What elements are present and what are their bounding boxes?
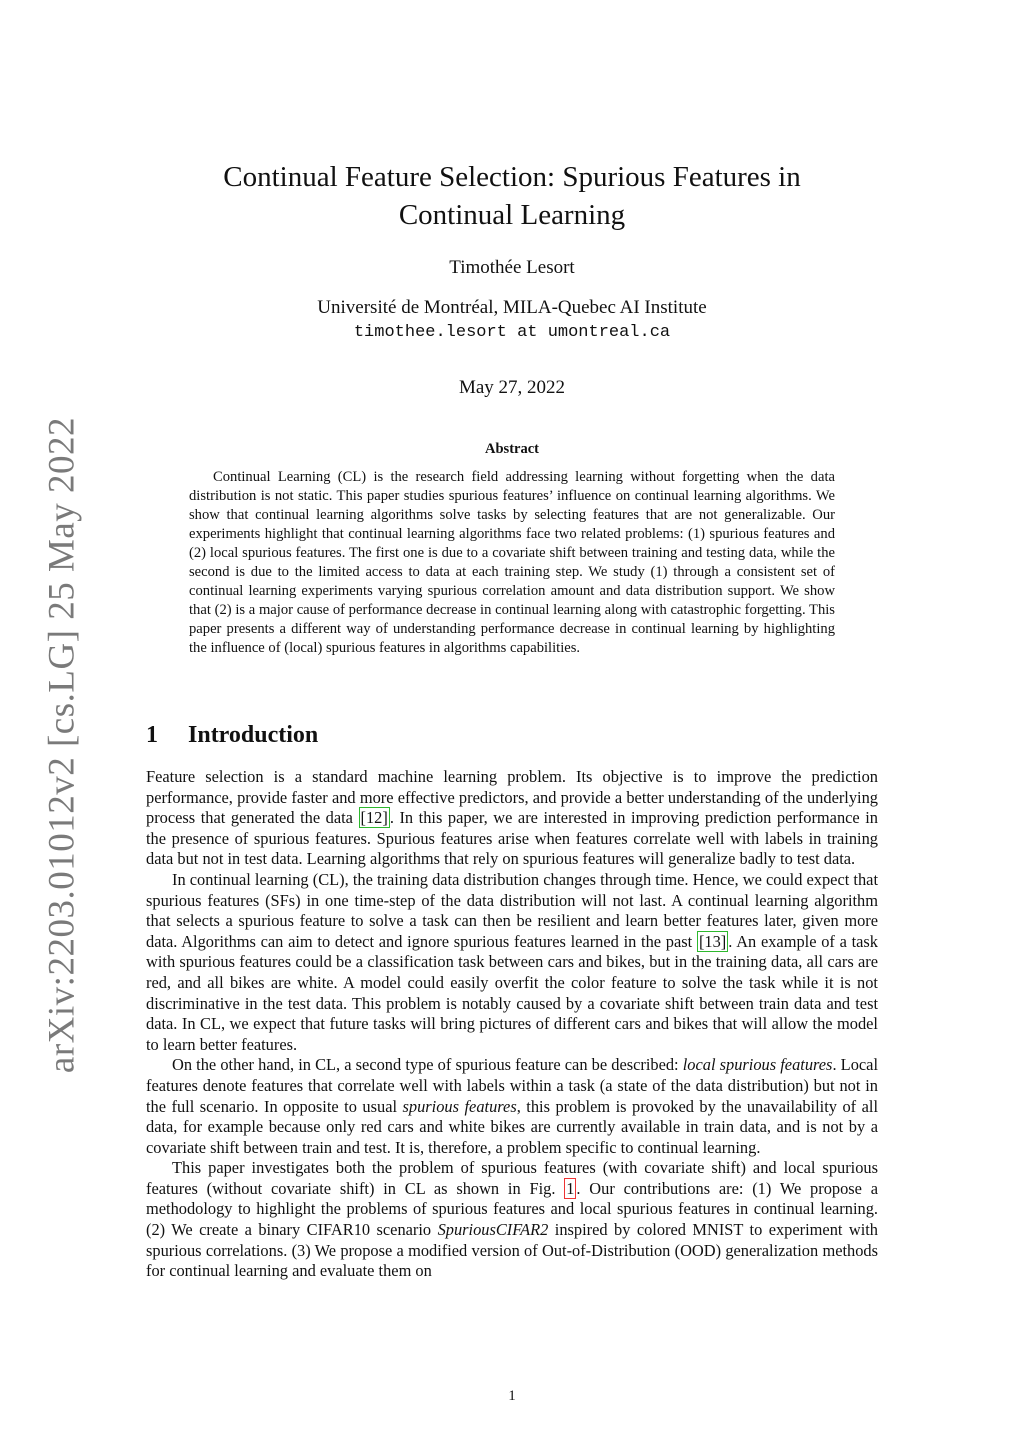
- paragraph-4-text-a: This paper investigates both the problem of spurious features (with covariate shift) and local spurious features (without covariate shift) in CL as shown in Fig.: [146, 1158, 878, 1198]
- page-number: 1: [508, 1388, 516, 1404]
- author-email: timothee.lesort at umontreal.ca: [353, 323, 671, 342]
- paragraph-1-text-a: Feature selection is a standard machine learning problem. Its objective is to improve the prediction performance, provide faster and more effective predictors, and provide a better understanding of the underlying process that generated the data: [146, 767, 878, 828]
- introduction-body: [146, 767, 878, 1282]
- arxiv-identifier: arXiv:2203.01012v2 [cs.LG] 25 May 2022: [41, 416, 83, 1074]
- scenario-name: SpuriousCIFAR2: [437, 1220, 549, 1240]
- paragraph-4-text-b: . Our contributions are: (1) We propose a methodology to highlight the problems of spurious features and local spurious features in continual learning. (2) We create a binary CIFAR10 scenario: [146, 1178, 879, 1240]
- paragraph-2: [146, 870, 878, 1055]
- paper-date: May 27, 2022: [458, 377, 566, 398]
- paragraph-4: [146, 1158, 878, 1282]
- paragraph-3: [146, 1055, 878, 1158]
- term-spurious: spurious features: [402, 1096, 517, 1116]
- author-affiliation: Université de Montréal, MILA-Quebec AI Institute: [317, 297, 707, 318]
- paragraph-3-text-b: . Local features denote features that correlate well with labels within a task (a state of the data distribution) but not in the full scenario. In opposite to usual: [146, 1055, 878, 1116]
- paragraph-2-text-b: . An example of a task with spurious features could be a classification task between cars and bikes, but in the training data, all cars are red, and all bikes are white. A model could easily overfit the color feature to solve the task while it is not discriminative in the test data. This problem is notably caused by a covariate shift between train data and test data. In CL, we expect that future tasks will bring pictures of different cars and bikes that will allow the model to learn better features.: [146, 931, 878, 1054]
- section-title: Introduction: [188, 722, 319, 748]
- paragraph-1-text-b: . In this paper, we are interested in improving prediction performance in the presence of spurious features. Spurious features arise when features correlate well with labels in training data but not in test data. Learning algorithms that rely on spurious features will generalize badly to test data.: [146, 808, 878, 869]
- author-name: Timothée Lesort: [449, 257, 575, 278]
- citation-link[interactable]: [13]: [698, 931, 727, 951]
- paper-title: Continual Feature Selection: Spurious Features in Continual Learning: [223, 161, 801, 231]
- section-number: 1: [146, 722, 158, 748]
- abstract-text: Continual Learning (CL) is the research field addressing learning without forgetting when the data distribution is not static. This paper studies spurious features’ influence on continual learning algorithms. We show that continual learning algorithms solve tasks by selecting features that are not generalizable. Our experiments highlight that continual learning algorithms face two related problems: (1) spurious features and (2) local spurious features. The first one is due to a covariate shift between training and testing data, while the second is due to the limited access to data at each training step. We study (1) through a consistent set of continual learning experiments varying spurious correlation amount and data distribution support. We show that (2) is a major cause of performance decrease in continual learning along with catastrophic forgetting. This paper presents a different way of understanding performance decrease in continual learning by highlighting the influence of (local) spurious features in algorithms capabilities.: [189, 469, 835, 656]
- paragraph-3-text-c: , this problem is provoked by the unavailability of all data, for example because only red cars and white bikes are currently available in train data, and is not by a covariate shift between train and test. It is, therefore, a problem specific to continual learning.: [146, 1096, 879, 1157]
- figure-reference-link[interactable]: 1: [566, 1178, 575, 1198]
- term-local-spurious: local spurious features: [682, 1055, 833, 1075]
- paragraph-3-text-a: On the other hand, in CL, a second type of spurious feature can be described:: [172, 1055, 683, 1075]
- paragraph-4-text-c: inspired by colored MNIST to experiment with spurious correlations. (3) We propose a modified version of Out-of-Distribution (OOD) generalization methods for continual learning and evaluate them on: [146, 1220, 879, 1281]
- abstract-heading: Abstract: [485, 441, 539, 457]
- section-heading: [146, 722, 318, 749]
- paragraph-2-text-a: In continual learning (CL), the training data distribution changes through time. Hence, we could expect that spurious features (SFs) in one time-step of the data distribution will not last. A continual learning algorithm that selects a spurious feature to solve a task can then be resilient and learn better features later, given more data. Algorithms can aim to detect and ignore spurious features learned in the past: [146, 869, 878, 951]
- citation-link[interactable]: [12]: [360, 808, 388, 828]
- paragraph-1: [146, 767, 878, 870]
